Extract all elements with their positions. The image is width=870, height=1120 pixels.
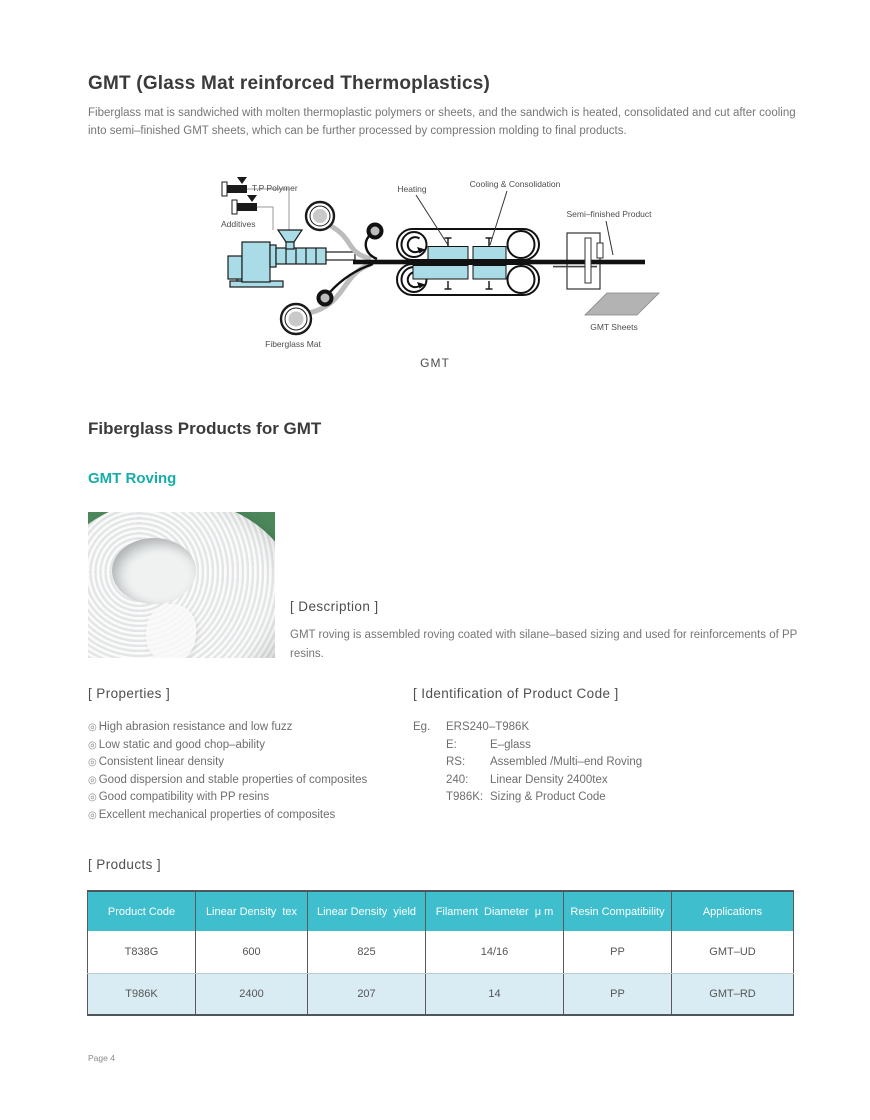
- roving-coil-hole: [112, 538, 196, 604]
- cooling-label: Cooling & Consolidation: [469, 179, 561, 189]
- list-item: [88, 737, 418, 755]
- fiberglass-mat-label: Fiberglass Mat: [265, 339, 321, 349]
- code-part-row: T986K: Sizing & Product Code: [446, 791, 606, 803]
- properties-list: [88, 719, 418, 824]
- tp-polymer-label: T.P Polymer: [252, 183, 298, 193]
- properties-heading: [ Properties ]: [88, 686, 171, 701]
- bullseye-icon: ◎: [88, 722, 97, 733]
- tp-polymer-feeder-icon: [222, 177, 247, 196]
- semi-finished-leader: [606, 221, 613, 255]
- column-header: Product Code: [88, 891, 196, 931]
- table-header-row: [88, 891, 794, 931]
- list-item: [88, 772, 418, 790]
- description-body: GMT roving is assembled roving coated with silane–based sizing and used for reinforcements of PP resins.: [290, 629, 798, 660]
- table-row: T986K 2400 207 14 PP GMT–RD: [88, 973, 794, 1015]
- eg-label: Eg.: [413, 721, 431, 733]
- products-heading: [ Products ]: [88, 857, 162, 872]
- identification-block: [413, 719, 642, 807]
- code-part-row: 240: Linear Density 2400tex: [446, 773, 608, 786]
- list-item: [88, 719, 418, 737]
- gmt-process-diagram: [185, 172, 685, 358]
- property-text: High abrasion resistance and low fuzz: [98, 721, 293, 733]
- code-part-row: E: E–glass: [446, 738, 531, 751]
- extruder: [228, 230, 355, 287]
- gmt-sheet-shape: [585, 293, 659, 315]
- property-text: Consistent linear density: [98, 756, 225, 768]
- additives-label: Additives: [221, 219, 256, 229]
- list-item: [88, 754, 418, 772]
- column-header: Filament Diameter μ m: [426, 891, 564, 931]
- products-table: [87, 890, 794, 1016]
- list-item: [88, 789, 418, 807]
- cooling-leader: [490, 191, 507, 245]
- column-header: Applications: [672, 891, 794, 931]
- gmt-roving-photo: [88, 512, 275, 658]
- bullseye-icon: ◎: [88, 757, 97, 768]
- property-text: Good dispersion and stable properties of composites: [98, 773, 368, 786]
- property-text: Good compatibility with PP resins: [98, 791, 270, 803]
- column-header: Resin Compatibility: [564, 891, 672, 931]
- intro-paragraph: Fiberglass mat is sandwiched with molten thermoplastic polymers or sheets, and the sandwich is heated, consolidated and cut after cooling into semi–finished GMT sheets, which can be further processed by compression molding to final products.: [88, 107, 796, 138]
- product-line: [353, 260, 645, 265]
- column-header: Linear Density yield: [308, 891, 426, 931]
- property-text: Low static and good chop–ability: [98, 738, 265, 751]
- bullseye-icon: ◎: [88, 792, 97, 803]
- list-item: [88, 807, 418, 825]
- column-header: Linear Density tex: [196, 891, 308, 931]
- example-code-row: [413, 719, 642, 737]
- diagram-caption: GMT: [420, 356, 450, 370]
- identification-heading: [ Identification of Product Code ]: [413, 686, 619, 701]
- heating-label: Heating: [397, 184, 427, 194]
- code-part-row: RS: Assembled /Multi–end Roving: [446, 756, 643, 768]
- gmt-sheets-label: GMT Sheets: [590, 322, 638, 332]
- bullseye-icon: ◎: [88, 774, 97, 786]
- property-text: Excellent mechanical properties of composites: [98, 808, 336, 821]
- table-row: T838G 600 825 14/16 PP GMT–UD: [88, 931, 794, 973]
- additives-feeder-icon: [232, 195, 257, 214]
- page-number: Page 4: [88, 1053, 115, 1063]
- product-code-example: ERS240–T986K: [446, 721, 530, 733]
- product-title: GMT Roving: [88, 470, 177, 487]
- description-heading: [ Description ]: [290, 599, 379, 614]
- bullseye-icon: ◎: [88, 739, 97, 751]
- section-title: Fiberglass Products for GMT: [88, 419, 322, 438]
- bullseye-icon: ◎: [88, 809, 97, 821]
- semi-finished-label: Semi–finished Product: [566, 209, 652, 219]
- page-title: GMT (Glass Mat reinforced Thermoplastics): [88, 73, 491, 94]
